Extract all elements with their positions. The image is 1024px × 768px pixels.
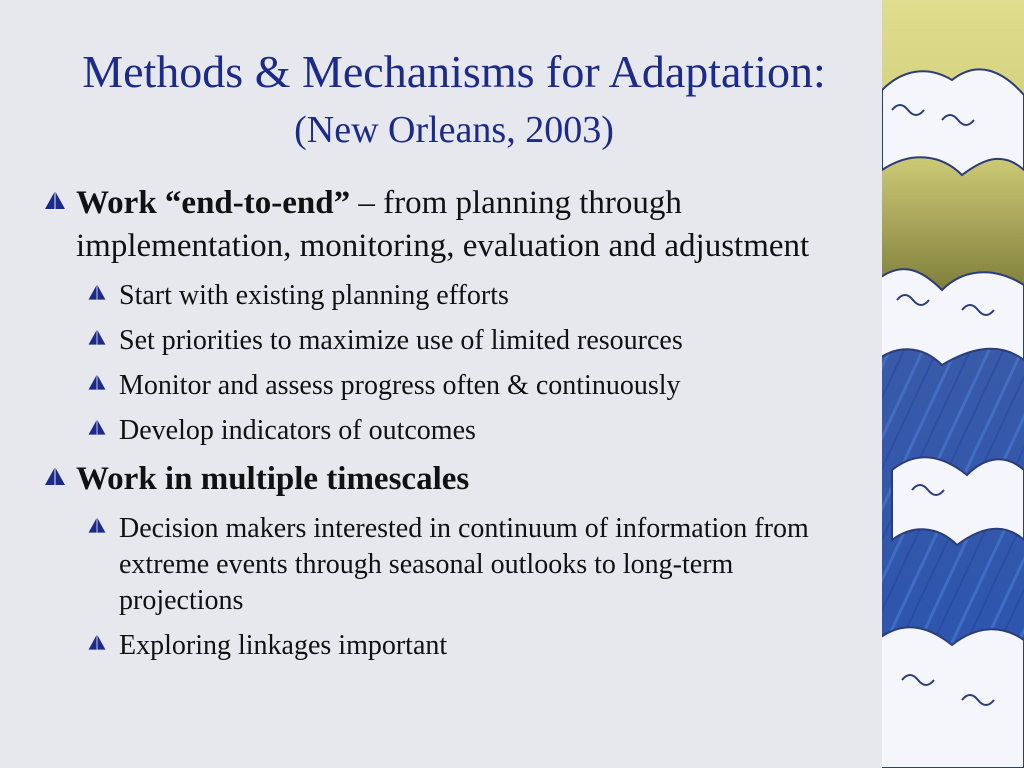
sub-bullet-text: Set priorities to maximize use of limited resources — [119, 325, 683, 356]
bullet-triangle-icon — [86, 514, 108, 536]
sub-bullet-text: Monitor and assess progress often & continuously — [119, 370, 681, 401]
bullet-triangle-icon — [86, 326, 108, 348]
bullet-triangle-icon — [42, 463, 68, 489]
wave-illustration — [882, 0, 1024, 768]
bullet-lead: Work in multiple timescales — [76, 461, 470, 497]
bullet-triangle-icon — [86, 371, 108, 393]
sub-bullet-item — [84, 413, 830, 449]
sub-bullet-text: Develop indicators of outcomes — [119, 415, 476, 446]
slide-subtitle: (New Orleans, 2003) — [294, 109, 614, 151]
sub-bullet-text: Start with existing planning efforts — [119, 280, 509, 311]
sub-bullet-item — [84, 628, 830, 664]
sub-bullet-item — [84, 278, 830, 314]
sub-bullet-text: Exploring linkages important — [119, 630, 448, 661]
bullet-triangle-icon — [86, 416, 108, 438]
sub-bullet-item — [84, 368, 830, 404]
slide-title: Methods & Mechanisms for Adaptation: — [82, 46, 826, 97]
bullet-text: – from planning through implementation, monitoring, evaluation and adjustment — [76, 185, 810, 264]
sub-bullet-item — [84, 323, 830, 359]
bullet-item — [40, 182, 830, 268]
bullet-triangle-icon — [42, 187, 68, 213]
bullet-item — [40, 458, 830, 501]
bullet-list — [40, 182, 830, 673]
sub-bullet-text: Decision makers interested in continuum of information from extreme events through seasonal outlooks to long-term projections — [119, 513, 809, 616]
bullet-lead: Work “end-to-end” — [76, 185, 351, 221]
bullet-triangle-icon — [86, 281, 108, 303]
sub-bullet-item — [84, 511, 830, 619]
bullet-triangle-icon — [86, 631, 108, 653]
